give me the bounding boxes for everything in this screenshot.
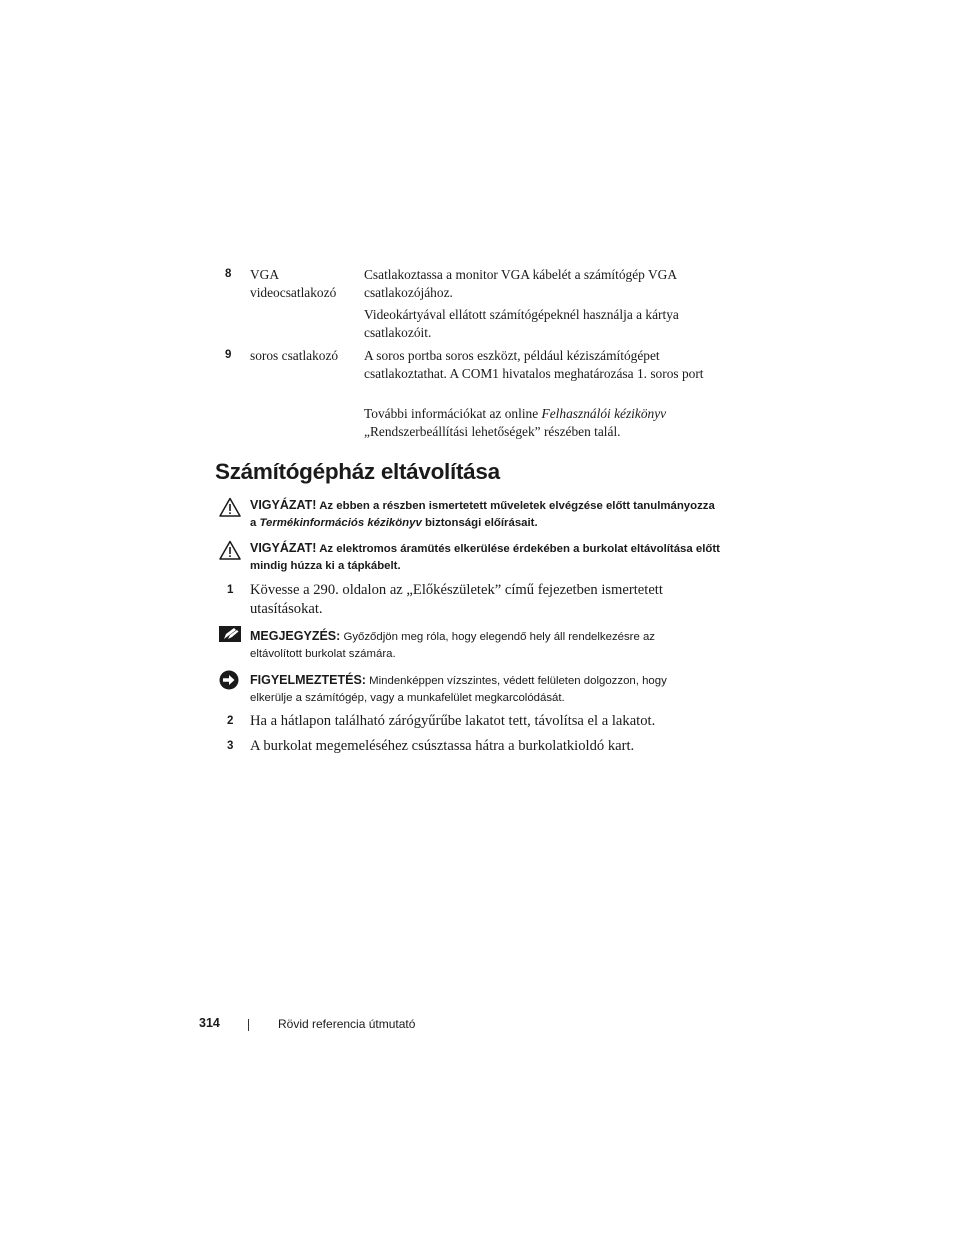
row-name: soros csatlakozó (250, 348, 339, 363)
footer-divider (248, 1019, 249, 1031)
row-description-info: További információkat az online Felhasználói kézikönyv „Rendszerbeállítási lehetőségek” részében talál. (364, 406, 667, 439)
row-number: 9 (225, 349, 232, 361)
warning-triangle-icon (219, 540, 241, 560)
caution-notice: VIGYÁZAT! Az ebben a részben ismertetett műveletek elvégzése előtt tanulmányozza a Termékinformációs kézikönyv biztonsági előírásait. (250, 498, 715, 529)
step-text: Kövesse a 290. oldalon az „Előkészületek” című fejezetben ismertetett utasításokat. (250, 582, 663, 617)
step-text: Ha a hátlapon található zárógyűrűbe lakatot tett, távolítsa el a lakatot. (250, 713, 656, 729)
pencil-note-icon (219, 626, 241, 642)
row-number: 8 (225, 268, 232, 280)
row-description: A soros portba soros eszközt, például kéziszámítógépet csatlakoztathat. A COM1 hivatalos meghatározása 1. soros port (364, 348, 704, 381)
warning-triangle-icon (219, 497, 241, 517)
arrow-circle-icon (219, 670, 239, 690)
row-name: VGA videocsatlakozó (250, 267, 337, 300)
row-description: Csatlakoztassa a monitor VGA kábelét a számítógép VGA csatlakozójához. (364, 267, 677, 300)
step-number: 3 (227, 740, 234, 752)
step-number: 1 (227, 584, 234, 596)
step-text: A burkolat megemeléséhez csúsztassa hátra a burkolatkioldó kart. (250, 738, 635, 754)
note-notice: MEGJEGYZÉS: Győződjön meg róla, hogy elegendő hely áll rendelkezésre az eltávolított burkolat számára. (250, 629, 656, 660)
caution-notice-figyelmeztetes: FIGYELMEZTETÉS: Mindenképpen vízszintes, védett felületen dolgozzon, hogy elkerülje a számítógép, vagy a munkafelület megkarcolódását. (250, 673, 667, 704)
step-number: 2 (227, 715, 234, 727)
section-title: Számítógépház eltávolítása (215, 459, 500, 484)
row-description: Videokártyával ellátott számítógépeknél használja a kártya csatlakozóit. (364, 307, 679, 340)
caution-notice: VIGYÁZAT! Az elektromos áramütés elkerülése érdekében a burkolat eltávolítása előtt mindig húzza ki a tápkábelt. (250, 541, 720, 572)
page-number: 314 (199, 1016, 220, 1030)
footer-title: Rövid referencia útmutató (278, 1017, 416, 1031)
